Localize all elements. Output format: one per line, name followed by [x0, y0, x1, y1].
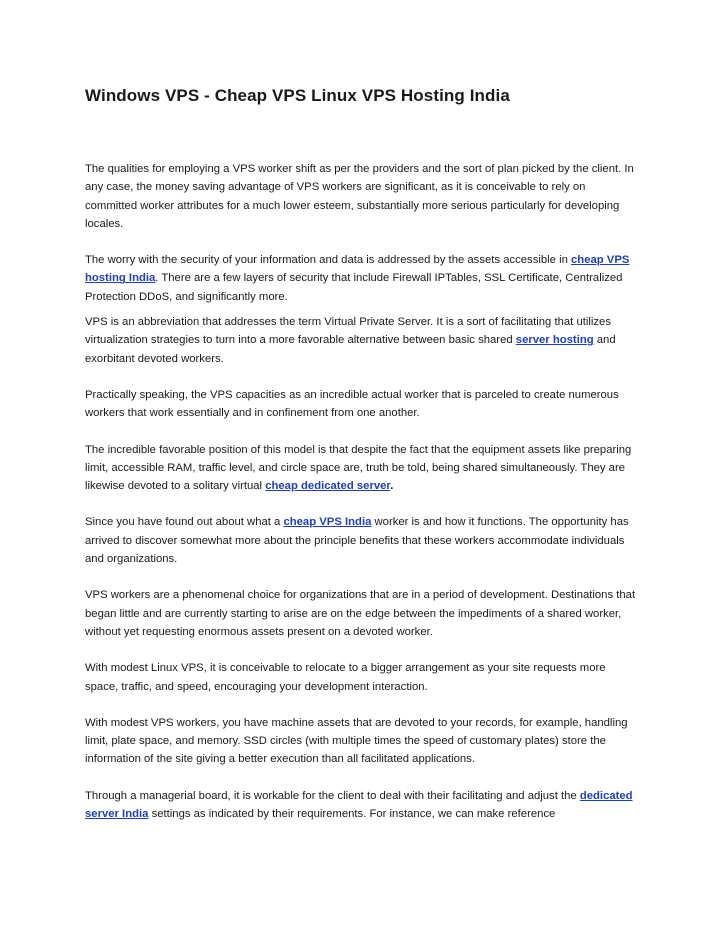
paragraph-2-text-a: The worry with the security of your information and data is addressed by the assets accessible in: [85, 254, 572, 267]
cheap-vps-india-link[interactable]: cheap VPS India: [283, 516, 372, 529]
dedicated-server-india-link[interactable]: dedicated server India: [85, 789, 633, 821]
paragraph-3: [85, 313, 640, 368]
paragraph-6-text-b: worker is and how it functions. The opportunity has arrived to discover somewhat more about the principle benefits that these workers accommodate individuals and organizations.: [85, 516, 629, 566]
document-body: [85, 160, 640, 823]
paragraph-5: [85, 441, 640, 496]
paragraph-4: Practically speaking, the VPS capacities as an incredible actual worker that is parceled to create numerous workers that work essentially and in confinement from one another.: [85, 388, 619, 420]
paragraph-2-text-b: . There are a few layers of security that include Firewall IPTables, SSL Certificate, Centralized Protection DDoS, and significantly more.: [85, 272, 623, 303]
paragraph-10-text-a: Through a managerial board, it is workable for the client to deal with their facilitating and adjust the: [85, 789, 580, 802]
paragraph-3-text-b: and exorbitant devoted workers.: [85, 334, 616, 365]
paragraph-1: The qualities for employing a VPS worker shift as per the providers and the sort of plan picked by the client. In any case, the money saving advantage of VPS workers are significant, as it is conceivable to rely on committed worker attributes for a much lower esteem, substantially more serious particularly for developing locales.: [85, 163, 634, 230]
paragraph-10-text-b: settings as indicated by their requirements. For instance, we can make reference: [148, 808, 556, 821]
paragraph-5-text-a: The incredible favorable position of this model is that despite the fact that the equipment assets like preparing limit, accessible RAM, traffic level, and circle space are, truth be told, being shared simultaneously. They are likewise devoted to a solitary virtual: [85, 443, 632, 493]
paragraph-6: [85, 513, 640, 568]
paragraph-5-text-b: .: [390, 480, 394, 493]
paragraph-3-text-a: VPS is an abbreviation that addresses the term Virtual Private Server. It is a sort of facilitating that utilizes virtualization strategies to turn into a more favorable alternative between basic shared: [85, 316, 611, 347]
cheap-dedicated-server-link[interactable]: cheap dedicated server: [265, 480, 391, 493]
paragraph-7: VPS workers are a phenomenal choice for organizations that are in a period of development. Destinations that began little and are currently starting to arise are on the edge between the impediments of a shared worker, without yet requesting enormous assets present on a devoted worker.: [85, 589, 636, 638]
paragraph-9: With modest VPS workers, you have machine assets that are devoted to your records, for example, handling limit, plate space, and memory. SSD circles (with multiple times the speed of customary plates) store the information of the site giving a better execution than all facilitated applications.: [85, 716, 628, 766]
paragraph-10: [85, 787, 640, 824]
paragraph-6-text-a: Since you have found out about what a: [85, 516, 284, 529]
server-hosting-link[interactable]: server hosting: [515, 334, 594, 347]
page-title: Windows VPS - Cheap VPS Linux VPS Hosting India: [85, 86, 510, 105]
paragraph-8: With modest Linux VPS, it is conceivable to relocate to a bigger arrangement as your site requests more space, traffic, and speed, encouraging your development interaction.: [85, 662, 606, 693]
paragraph-2: [85, 251, 640, 306]
cheap-vps-hosting-india-link[interactable]: cheap VPS hosting India: [85, 254, 630, 285]
